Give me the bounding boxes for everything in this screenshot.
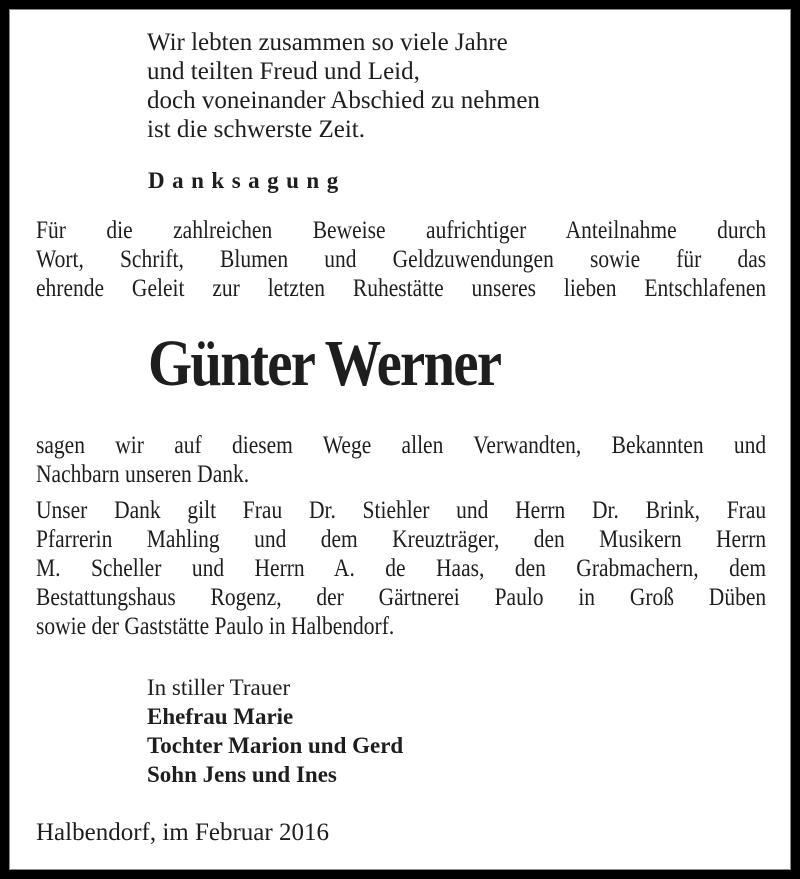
paragraph-line: Pfarrerin Mahling und dem Kreuzträger, den Musikern Herrn — [36, 526, 767, 553]
paragraph-line: ehrende Geleit zur letzten Ruhestätte unseres lieben Entschlafenen — [36, 275, 767, 302]
thanks-paragraph — [36, 431, 766, 489]
mourner: Tochter Marion und Gerd — [147, 733, 404, 758]
paragraph-line: sowie der Gaststätte Paulo in Halbendorf. — [36, 613, 395, 640]
paragraph-line: sagen wir auf diesem Wege allen Verwandten, Bekannten und — [36, 432, 767, 459]
verse-line: und teilten Freud und Leid, — [147, 58, 420, 85]
deceased-name: Günter Werner — [148, 327, 501, 400]
paragraph-line: M. Scheller und Herrn A. de Haas, den Grabmachern, dem — [36, 555, 767, 582]
verse-line: doch voneinander Abschied zu nehmen — [147, 87, 540, 114]
mourner: Sohn Jens und Ines — [147, 762, 337, 787]
verse-line: Wir lebten zusammen so viele Jahre — [147, 29, 508, 56]
signoff-intro: In stiller Trauer — [147, 675, 291, 700]
special-thanks-paragraph — [36, 496, 766, 641]
paragraph-line: Unser Dank gilt Frau Dr. Stiehler und Herrn Dr. Brink, Frau — [36, 497, 767, 524]
notice-heading: Danksagung — [148, 168, 346, 193]
intro-paragraph — [36, 216, 766, 303]
paragraph-line: Für die zahlreichen Beweise aufrichtiger Anteilnahme durch — [36, 217, 767, 244]
memorial-verse — [147, 28, 540, 144]
paragraph-line: Nachbarn unseren Dank. — [36, 461, 250, 488]
mourner: Ehefrau Marie — [147, 704, 294, 729]
verse-line: ist die schwerste Zeit. — [147, 116, 365, 143]
paragraph-line: Bestattungshaus Rogenz, der Gärtnerei Paulo in Groß Düben — [36, 584, 767, 611]
place-date: Halbendorf, im Februar 2016 — [36, 819, 329, 846]
signoff — [147, 673, 403, 789]
paragraph-line: Wort, Schrift, Blumen und Geldzuwendungen sowie für das — [36, 246, 767, 273]
